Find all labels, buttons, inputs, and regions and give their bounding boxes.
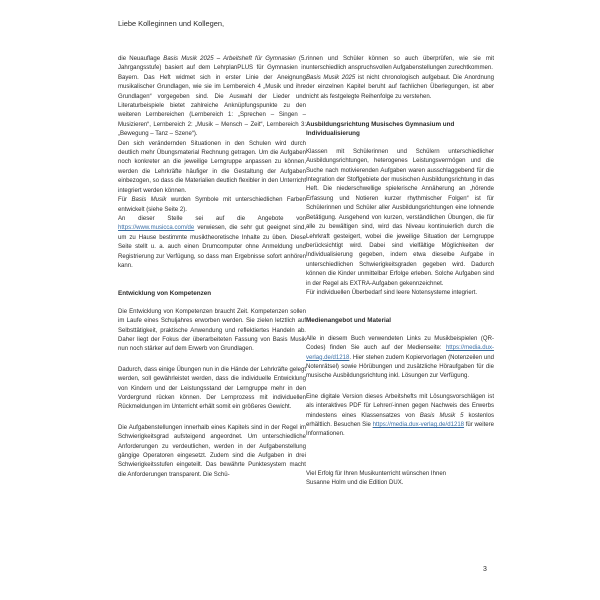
kompetenzen-paragraph-2: Dadurch, dass einige Übungen nun in die Hände der Lehrkräfte gelegt werden, soll gewährleistet werden, dass die individuelle Entwicklung von Kindern und der Leistungsstand der Lerngruppe mehr in den Vordergrund rücken können. Der Lernprozess mit individuellen Rückmeldungen im Unterricht erhält somit ein größeres Gewicht.	[118, 366, 306, 411]
ausbildung-paragraph: Klassen mit Schülerinnen und Schülern unterschiedlicher Ausbildungsrichtungen, heterogenes Leistungsvermögen und die Suche nach motivierenden Aufgaben waren ausschlaggebend für die Integration der Stoffgebiete der musischen Ausbildungsrichtung in das Heft. Die niederschwellige spielerische Annäherung an „hörende Erfassung und Notieren kurzer rhythmischer Folgen“ ist für Schülerinnen und Schüler aller Ausbildungsrichtungen eine lohnende Betätigung. Ausgehend von kurzen, verständlichen Übungen, die für alle zu bewältigen sind, wird das Niveau kontinuierlich durch die Lehrkraft gesteigert, wobei die jeweilige Situation der Lerngruppe berücksichtigt wird. Dabei sind vielfältige Möglichkeiten der Individualisierung gegeben, indem etwa dieselbe Aufgabe in unterschiedlichen Schwierigkeitsgraden gegeben wird. Dadurch können die Kinder unmittelbar Erfolge erleben. Solche Aufgaben sind in der Regel als EXTRA-Aufgaben gekennzeichnet.	[306, 148, 494, 287]
medien-paragraph: Alle in diesem Buch verwendeten Links zu Musikbeispielen (QR-Codes) finden Sie auch auf der Medienseite: https://media.dux-verlag.de/d1218. Hier stehen zudem Kopiervorlagen (Notenzeilen und Notenrätsel) sowie Hörübungen und zusätzliche Höraufgaben für die musische Ausbildungsrichtung inkl. Lösungen zur Verfügung.	[306, 335, 494, 380]
media-link-2[interactable]: https://media.dux-verlag.de/d1218	[372, 422, 465, 428]
digital-version-paragraph: Eine digitale Version dieses Arbeitshefts mit Lösungsvorschlägen ist als interaktives PDF für Lehrer/-innen gegen Nachweis des Erwerbs mindestens eines Klassensatzes von Basis Musik 5 kostenlos erhältlich. Besuchen Sie https://media.dux-verlag.de/d1218 für weitere Informationen.	[306, 393, 494, 438]
greeting: Liebe Kolleginnen und Kollegen,	[118, 19, 225, 28]
left-column	[118, 55, 306, 480]
structure-paragraph: Basis Musik 2025 ist nicht chronologisch aufgebaut. Die Anordnung der einzelnen Kapitel beruht auf fachlichen Überlegungen, ist aber nicht als festgelegte Reihenfolge zu verstehen.	[306, 74, 494, 100]
changes-paragraph: Den sich verändernden Situationen in den Schulen wird durch deutlich mehr Übungsmaterial Rechnung getragen. Um die Aufgaben noch konkreter an die jeweilige Lerngruppe anpassen zu können, werden die Lehrkräfte häufiger in die Gestaltung der Aufgaben einbezogen, so dass die Materialien deutlich flexibler in den Unterricht integriert werden können.	[118, 140, 306, 194]
musicca-paragraph: An dieser Stelle sei auf die Angebote von https://www.musicca.com/de verwiesen, die sehr gut geeignet sind, um zu Hause bestimmte musiktheoretische Inhalte zu üben. Diese Seite stellt u. a. auch einen Drumcomputer ohne Anmeldung und Registrierung zur Verfügung, so dass man Ergebnisse sofort anhören kann.	[118, 215, 306, 269]
media-link[interactable]: https://media.dux-verlag.de/d1218	[306, 345, 494, 361]
kompetenzen-paragraph-1: Die Entwicklung von Kompetenzen braucht Zeit. Kompetenzen sollen im Laufe eines Schuljahres erworben werden. Sie zielen letztlich auf Selbsttätigkeit, praktische Anwendung und reflektiertes Handeln ab. Daher liegt der Fokus der überarbeiteten Fassung von Basis Musik nun noch stärker auf dem Erwerb von Grundlagen.	[118, 308, 306, 353]
heading-kompetenzen: Entwicklung von Kompetenzen	[118, 290, 212, 298]
symbols-paragraph: Für Basis Musik wurden Symbole mit unterschiedlichen Farben entwickelt (siehe Seite 2).	[118, 197, 306, 213]
page-number: 3	[483, 566, 487, 573]
notensysteme-paragraph: Für individuellen Überbedarf sind leere Notensysteme integriert.	[306, 289, 478, 296]
intro-paragraph: die Neuauflage Basis Musik 2025 – Arbeitsheft für Gymnasien (5. Jahrgangsstufe) basiert auf dem LehrplanPLUS für Gymnasien in Bayern. Das Heft widmet sich in erster Linie der Aneignung musikalischer Grundlagen, wie sie im Lernbereich 4 „Musik und ihre Grundlagen“ vorgegeben sind. Die Auswahl der Lieder und Literaturbeispiele bietet zahlreiche Anknüpfungspunkte zu den weiteren Lernbereichen (Lernbereich 1: „Sprechen – Singen – Musizieren“, Lernbereich 2: „Musik – Mensch – Zeit“, Lernbereich 3: „Bewegung – Tanz – Szene“).	[118, 56, 306, 138]
closing-line-1: Viel Erfolg für Ihren Musikunterricht wünschen Ihnen	[306, 470, 447, 477]
heading-ausbildungsrichtung: Ausbildungsrichtung Musisches Gymnasium und Individualisierung	[306, 121, 455, 138]
continued-paragraph: rinnen und Schüler können so auch überprüfen, wie sie mit unterschiedlich anspruchsvollen Aufgabenstellungen zurechtkommen.	[306, 56, 494, 72]
right-column	[306, 55, 494, 489]
closing-line-2: Susanne Holm und die Edition DUX.	[306, 480, 404, 487]
musicca-link[interactable]: https://www.musicca.com/de	[118, 225, 195, 232]
closing	[306, 470, 494, 489]
kompetenzen-paragraph-3: Die Aufgabenstellungen innerhalb eines Kapitels sind in der Regel im Schwierigkeitsgrad aufsteigend angeordnet. Um unterschiedliche Anforderungen zu verdeutlichen, werden in der Aufgabenstellung gängige Operatoren eingesetzt. Zudem sind die Aufgaben in drei Schwierigkeitsstufen eingeteilt. Das bewährte Punktesystem macht die Anforderungen transparent. Die Schü-	[118, 424, 306, 478]
heading-medienangebot: Medienangebot und Material	[306, 317, 392, 325]
